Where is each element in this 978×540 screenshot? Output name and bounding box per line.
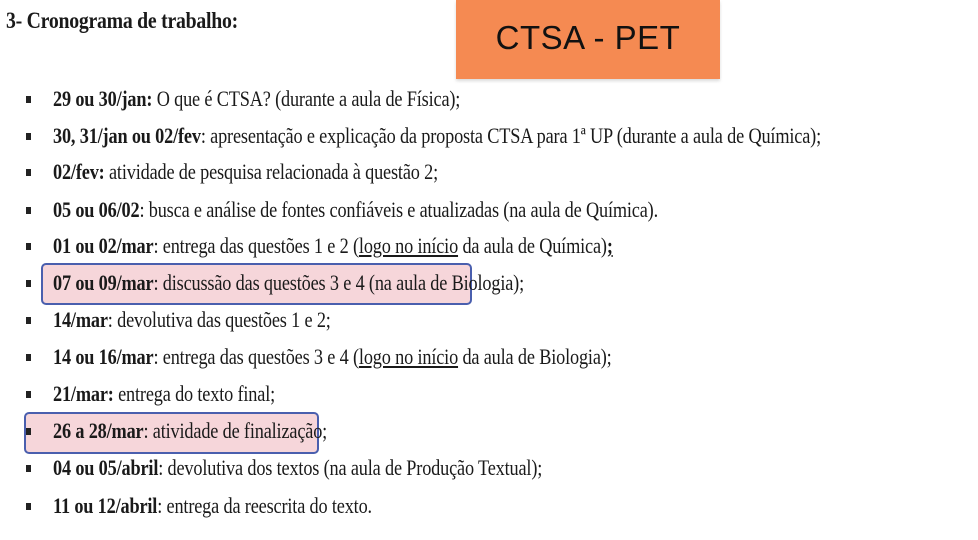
bullet-icon xyxy=(26,317,31,324)
item-text xyxy=(53,86,460,112)
item-text xyxy=(53,344,612,370)
bullet-icon xyxy=(26,503,31,510)
item-description: entrega do texto final; xyxy=(113,381,276,406)
list-item xyxy=(26,453,642,483)
item-description: atividade de pesquisa relacionada à questão 2; xyxy=(104,159,439,184)
item-description: : busca e análise de fontes confiáveis e atualizadas (na aula de Química). xyxy=(139,197,658,222)
item-description: : entrega das questões 3 e 4 ( xyxy=(153,344,359,369)
item-date: 05 ou 06/02 xyxy=(53,197,140,222)
section-title: 3- Cronograma de trabalho: xyxy=(6,8,238,33)
item-text xyxy=(53,123,821,149)
item-date: 02/fev: xyxy=(53,159,105,184)
item-underlined: logo no início xyxy=(358,344,459,369)
item-date: 01 ou 02/mar xyxy=(53,233,154,258)
item-date: 04 ou 05/abril xyxy=(53,455,159,480)
item-description: : entrega da reescrita do texto. xyxy=(157,493,372,518)
item-date: 07 ou 09/mar xyxy=(53,270,154,295)
item-description: : atividade de finalização; xyxy=(143,418,328,443)
item-description: : apresentação e explicação da proposta CTSA para 1ª UP (durante a aula de Química); xyxy=(200,123,821,148)
item-description: : devolutiva das questões 1 e 2; xyxy=(107,307,331,332)
item-date: 30, 31/jan ou 02/fev xyxy=(53,123,201,148)
list-item xyxy=(26,342,726,372)
item-date: 26 a 28/mar xyxy=(53,418,144,443)
item-description: : entrega das questões 1 e 2 ( xyxy=(153,233,359,258)
item-text xyxy=(53,455,542,481)
list-item xyxy=(26,379,321,409)
item-text xyxy=(53,307,331,333)
bullet-icon xyxy=(26,243,31,250)
item-date: 11 ou 12/abril xyxy=(53,493,158,518)
item-text xyxy=(53,197,658,223)
bullet-icon xyxy=(26,391,31,398)
item-text xyxy=(53,418,327,444)
list-item xyxy=(26,491,437,521)
item-text xyxy=(53,493,372,519)
item-text xyxy=(53,233,613,259)
item-description: O que é CTSA? (durante a aula de Física); xyxy=(152,86,461,111)
bullet-icon xyxy=(26,354,31,361)
bullet-icon xyxy=(26,133,31,140)
item-text xyxy=(53,159,438,185)
item-date: 29 ou 30/jan: xyxy=(53,86,153,111)
list-item xyxy=(26,231,727,261)
item-text xyxy=(53,381,275,407)
bullet-icon xyxy=(26,465,31,472)
item-description-end: da aula de Biologia); xyxy=(458,344,612,369)
list-item xyxy=(26,416,383,446)
item-description-end: da aula de Química) xyxy=(458,233,607,258)
badge-label: CTSA - PET xyxy=(495,19,681,56)
list-item xyxy=(26,195,782,225)
item-description: : devolutiva dos textos (na aula de Produção Textual); xyxy=(158,455,543,480)
bullet-icon xyxy=(26,169,31,176)
item-text xyxy=(53,270,524,296)
list-item xyxy=(26,268,620,298)
item-underlined: logo no início xyxy=(358,233,459,258)
item-date: 21/mar: xyxy=(53,381,114,406)
list-item xyxy=(26,157,517,187)
item-date: 14 ou 16/mar xyxy=(53,344,154,369)
list-item xyxy=(26,84,544,114)
bullet-icon xyxy=(26,207,31,214)
bullet-icon xyxy=(26,280,31,287)
item-description: : discussão das questões 3 e 4 (na aula de Biologia); xyxy=(153,270,524,295)
list-item xyxy=(26,305,388,335)
item-trailing: ; xyxy=(606,233,613,258)
bullet-icon xyxy=(26,428,31,435)
item-date: 14/mar xyxy=(53,307,108,332)
list-item xyxy=(26,121,978,151)
bullet-icon xyxy=(26,96,31,103)
